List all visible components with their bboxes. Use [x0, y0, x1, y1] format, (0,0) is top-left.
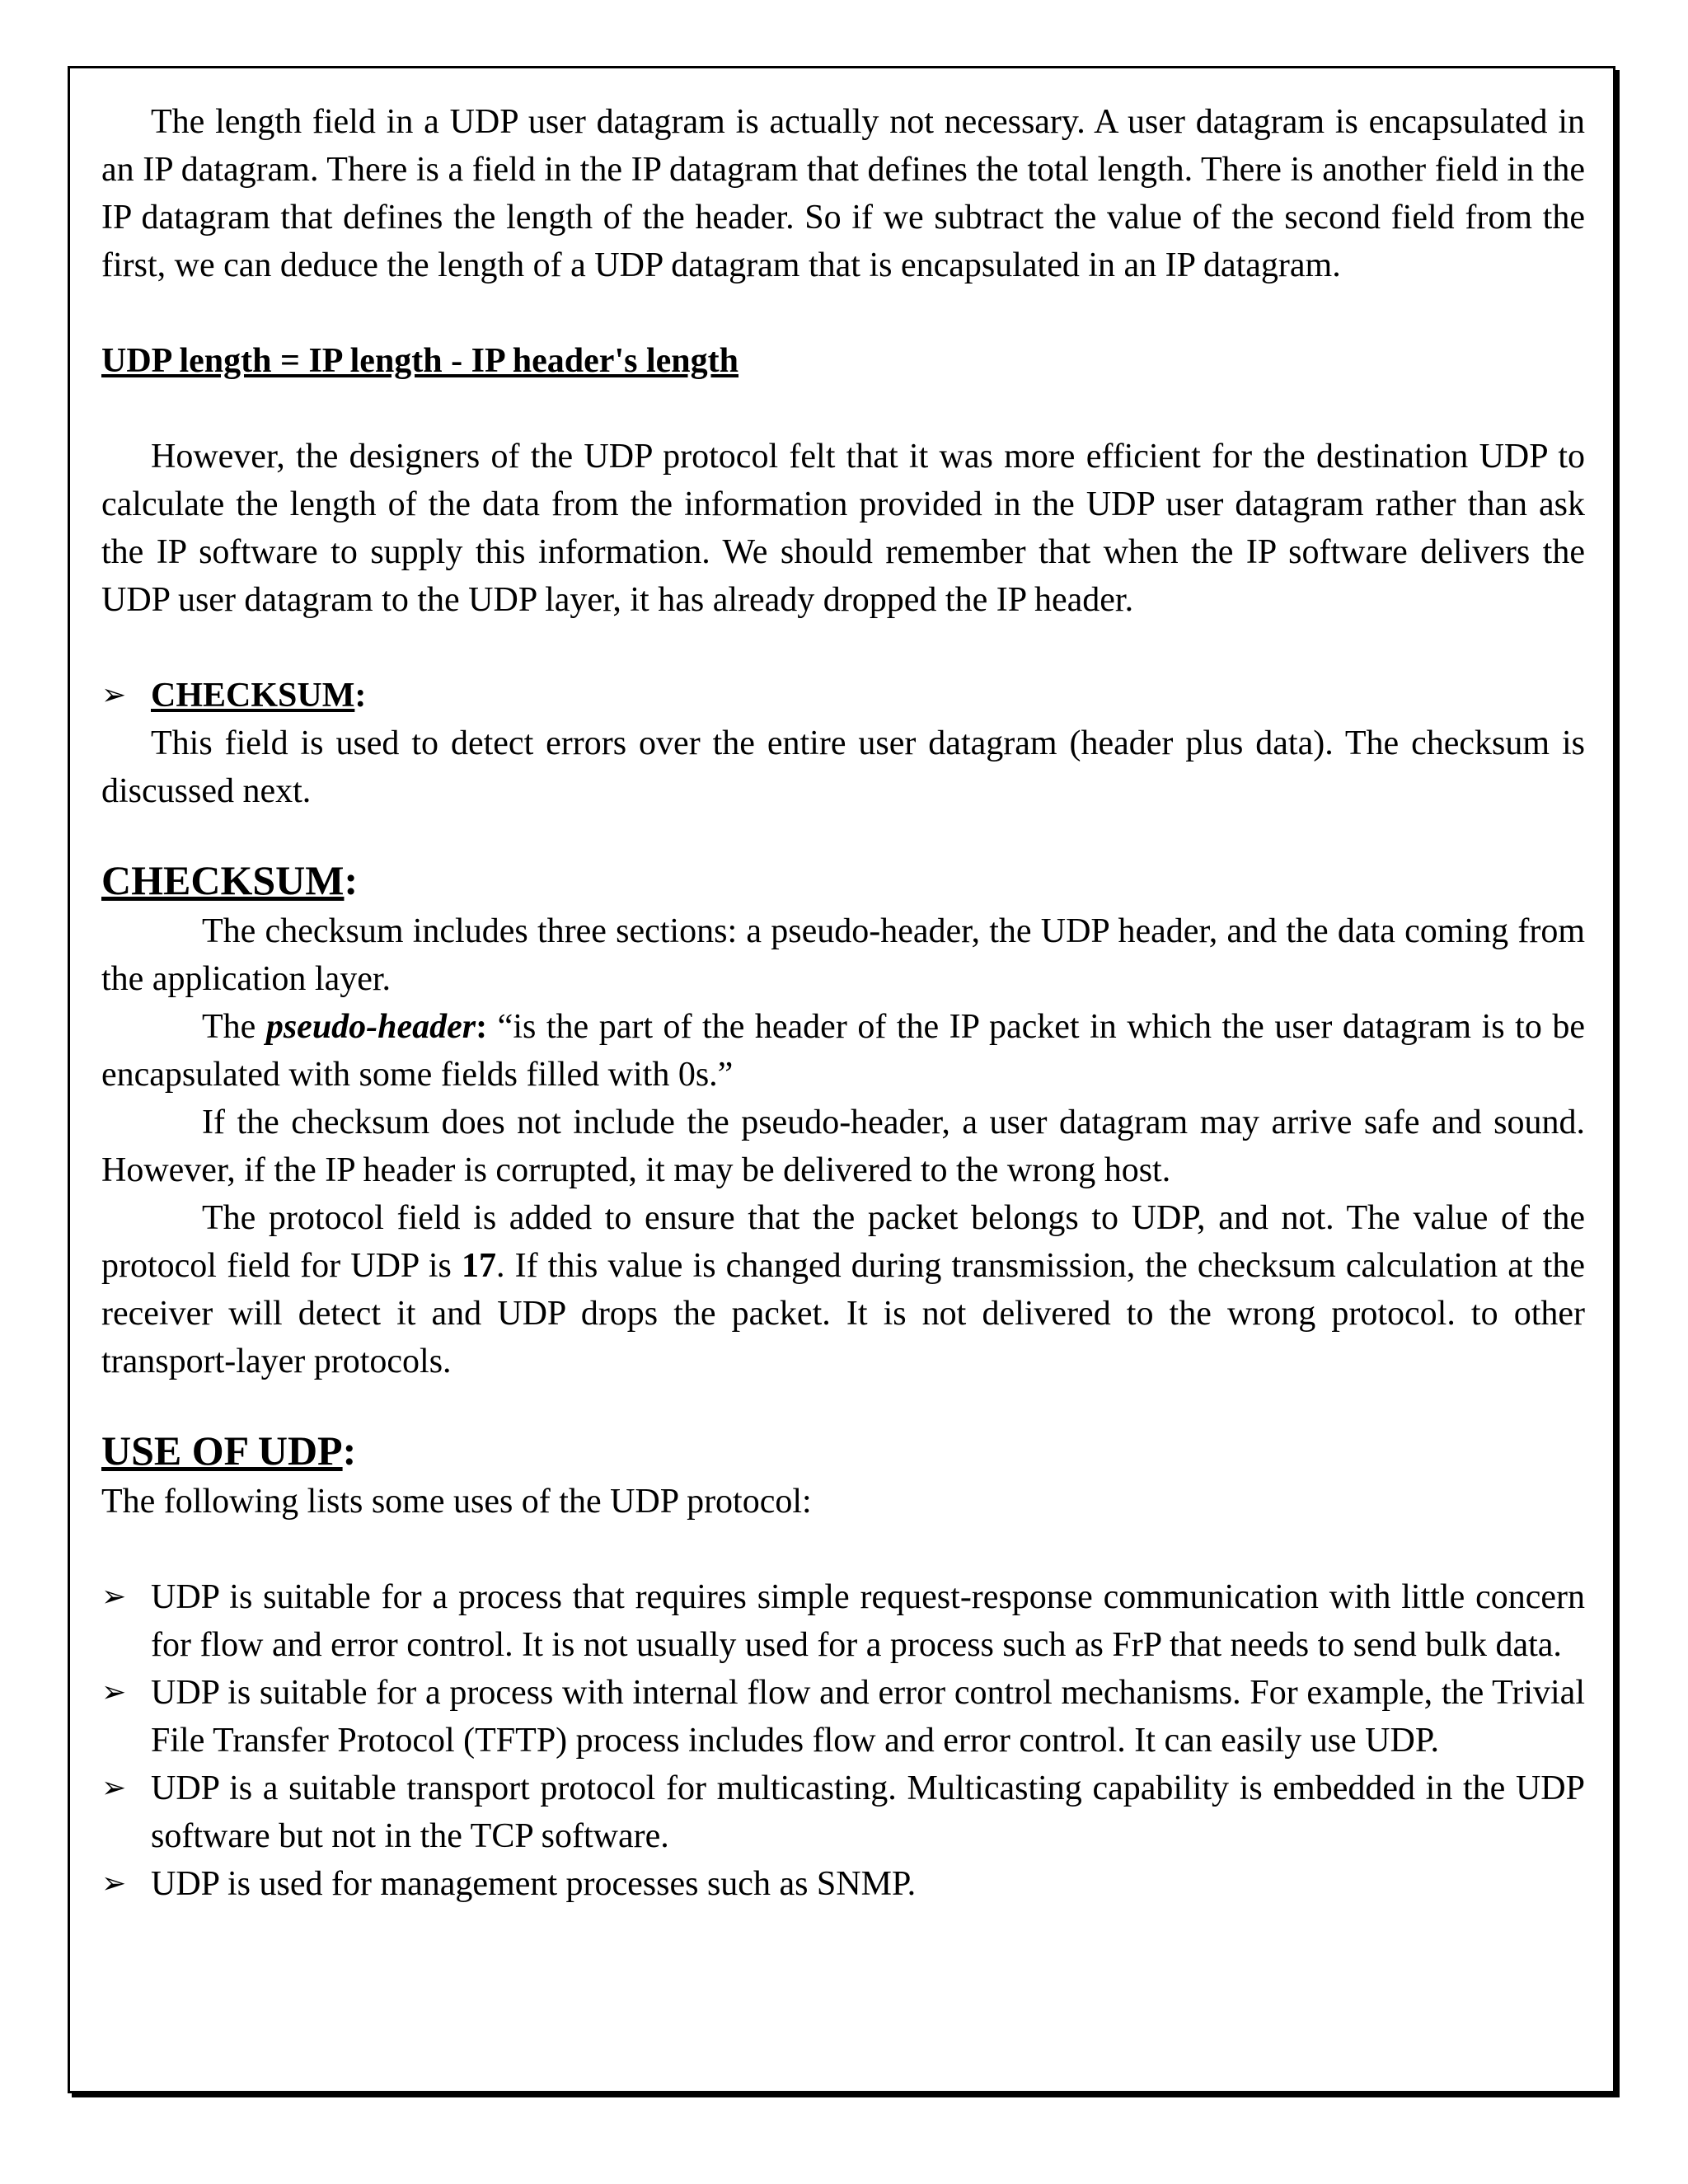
list-item-text: UDP is suitable for a process with internal flow and error control mechanisms. For example, the Trivial File Transfer Protocol (TFTP) process includes flow and error control. It can easily use UDP. — [151, 1674, 1585, 1760]
use-of-udp-intro: The following lists some uses of the UDP protocol: — [101, 1483, 812, 1521]
protocol-number: 17 — [461, 1247, 496, 1285]
paragraph-designers: However, the designers of the UDP protocol felt that it was more efficient for the destination UDP to calculate the length of the data from the information provided in the UDP user datagram rather than ask the IP software to supply this information. We should remember that when the IP software delivers the UDP user datagram to the UDP layer, it has already dropped the IP header. — [101, 438, 1585, 619]
list-item-text: UDP is used for management processes such as SNMP. — [151, 1865, 917, 1903]
udp-length-formula: UDP length = IP length - IP header's length — [101, 342, 738, 380]
checksum-heading-colon: : — [344, 857, 359, 903]
arrow-bullet-icon: ➢ — [101, 1771, 127, 1805]
list-item-text: UDP is a suitable transport protocol for multicasting. Multicasting capability is embedded in the UDP software but not in the TCP software. — [151, 1769, 1585, 1855]
checksum-paragraph-3: If the checksum does not include the pseudo-header, a user datagram may arrive safe and sound. However, if the IP header is corrupted, it may be delivered to the wrong host. — [101, 1104, 1585, 1189]
list-item — [101, 1573, 1585, 1669]
checksum-heading-text: CHECKSUM — [101, 857, 345, 903]
page-frame — [68, 66, 1615, 2093]
checksum-paragraph-4: The protocol field is added to ensure that the packet belongs to UDP, and not. The value of the protocol field for UDP is 17. If this value is changed during transmission, the checksum calculation at the receiver will detect it and UDP drops the packet. It is not delivered to the wrong protocol. to other transport-layer protocols. — [101, 1199, 1585, 1380]
list-item — [101, 1669, 1585, 1765]
list-item — [101, 1765, 1585, 1860]
use-of-udp-heading-colon: : — [342, 1427, 357, 1474]
use-of-udp-heading-text: USE OF UDP — [101, 1427, 343, 1474]
checksum-field-colon: : — [354, 677, 367, 715]
spacer — [101, 385, 1585, 433]
list-item — [101, 1860, 1585, 1908]
checksum-section-heading — [101, 853, 1585, 907]
arrow-bullet-icon: ➢ — [101, 1675, 127, 1709]
checksum-field-description: This field is used to detect errors over the entire user datagram (header plus data). The checksum is discussed next. — [101, 724, 1585, 810]
pseudo-header-term: pseudo-header — [265, 1008, 476, 1046]
spacer — [101, 289, 1585, 337]
spacer — [101, 1385, 1585, 1423]
spacer — [101, 815, 1585, 853]
arrow-bullet-icon: ➢ — [101, 1580, 127, 1614]
paragraph-udp-length-field: The length field in a UDP user datagram is actually not necessary. A user datagram is encapsulated in an IP datagram. There is a field in the IP datagram that defines the total length. There is another field in the IP datagram that defines the length of the header. So if we subtract the value of the second field from the first, we can deduce the length of a UDP datagram that is encapsulated in an IP datagram. — [101, 103, 1585, 284]
checksum-field-bullet — [101, 672, 1585, 719]
checksum-paragraph-1: The checksum includes three sections: a pseudo-header, the UDP header, and the data coming from the application layer. — [101, 912, 1585, 998]
use-of-udp-heading — [101, 1423, 1585, 1478]
document-body — [101, 98, 1585, 1908]
spacer — [101, 1526, 1585, 1573]
checksum-paragraph-2: The pseudo-header: “is the part of the header of the IP packet in which the user datagram is to be encapsulated with some fields filled with 0s.” — [101, 1008, 1585, 1094]
list-item-text: UDP is suitable for a process that requires simple request-response communication with little concern for flow and error control. It is not usually used for a process such as FrP that needs to send bulk data. — [151, 1578, 1585, 1664]
checksum-field-title: CHECKSUM — [151, 677, 355, 715]
arrow-bullet-icon: ➢ — [101, 678, 127, 712]
arrow-bullet-icon: ➢ — [101, 1867, 127, 1900]
spacer — [101, 624, 1585, 672]
